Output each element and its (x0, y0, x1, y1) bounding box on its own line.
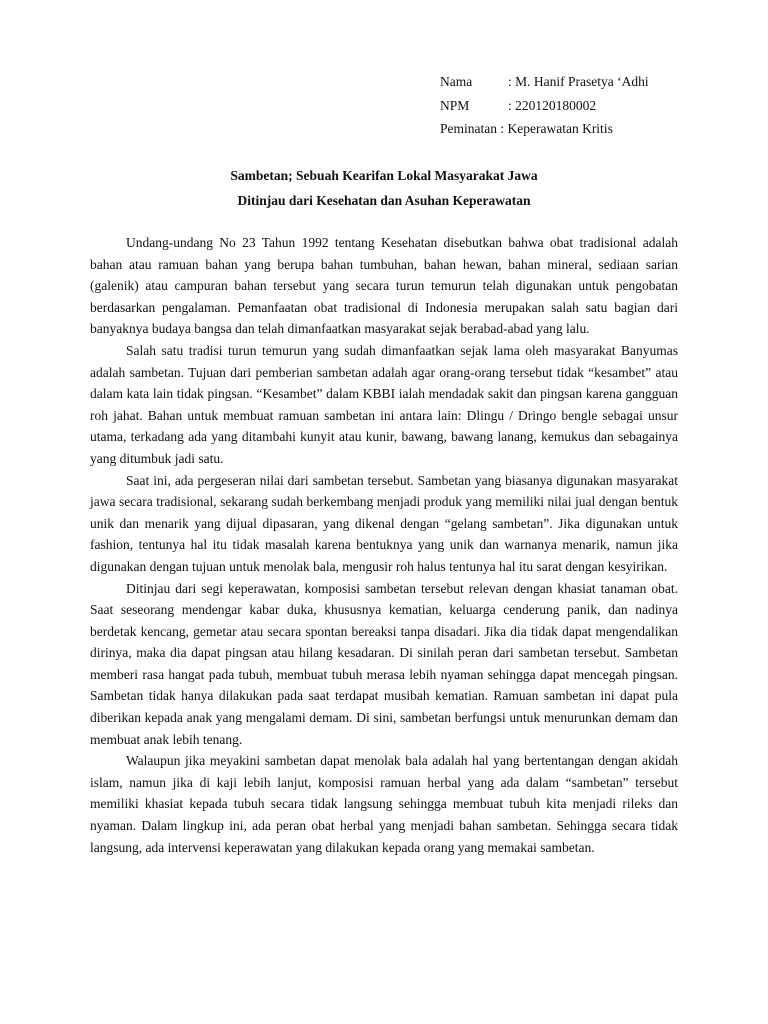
paragraph-2: Salah satu tradisi turun temurun yang sudah dimanfaatkan sejak lama oleh masyarakat Banyumas adalah sambetan. Tujuan dari pemberian sambetan adalah agar orang-orang tersebut tidak “kesambet” atau dalam kata lain tidak pingsan. “Kesambet” dalam KBBI ialah mendadak sakit dan pingsan karena gangguan roh jahat. Bahan untuk membuat ramuan sambetan ini antara lain: Dlingu / Dringo bengle sebagai unsur utama, terkadang ada yang ditambahi kunyit atau kunir, bawang, bawang lanang, kemukus dan sebagainya yang ditumbuk jadi satu. (90, 342, 678, 466)
document-title (90, 163, 678, 213)
title-line-2: Ditinjau dari Kesehatan dan Asuhan Keperawatan (237, 193, 531, 208)
specialization-row (440, 117, 649, 141)
name-row (440, 70, 649, 94)
npm-row (440, 94, 649, 118)
paragraph-3: Saat ini, ada pergeseran nilai dari sambetan tersebut. Sambetan yang biasanya digunakan masyarakat jawa secara tradisional, sekarang sudah berkembang menjadi produk yang memiliki nilai jual dengan bentuk unik dan menarik yang dijual dipasaran, yang dikenal dengan “gelang sambetan”. Jika digunakan untuk fashion, tentunya hal itu tidak masalah karena bentuknya yang unik dan warnanya menarik, namun jika digunakan dengan tujuan untuk menolak bala, mengusir roh halus tentunya hal itu sarat dengan kesyirikan. (90, 472, 678, 574)
author-info (440, 70, 649, 141)
paragraph-4: Ditinjau dari segi keperawatan, komposisi sambetan tersebut relevan dengan khasiat tanaman obat. Saat seseorang mendengar kabar duka, khususnya kematian, keluarga cenderung panik, dan nadinya berdetak kencang, gemetar atau secara spontan bereaksi tanpa disadari. Jika dia tidak dapat mengendalikan dirinya, maka dia dapat pingsan atau hilang kesadaran. Di sinilah peran dari sambetan tersebut. Sambetan memberi rasa hangat pada tubuh, membuat tubuh merasa lebih nyaman sehingga dapat mencegah pingsan. Sambetan tidak hanya dilakukan pada saat terdapat musibah kematian. Ramuan sambetan ini dapat pula diberikan kepada anak yang mengalami demam. Di sini, sambetan berfungsi untuk menurunkan demam dan membuat anak lebih tenang. (90, 580, 678, 747)
paragraph-1: Undang-undang No 23 Tahun 1992 tentang Kesehatan disebutkan bahwa obat tradisional adalah bahan atau ramuan bahan yang berupa bahan tumbuhan, bahan hewan, bahan mineral, sediaan sarian (galenik) atau campuran bahan tersebut yang secara turun temurun telah digunakan untuk pengobatan berdasarkan pengalaman. Pemanfaatan obat tradisional di Indonesia merupakan salah satu bagian dari banyaknya budaya bangsa dan telah dimanfaatkan masyarakat sejak berabad-abad yang lalu. (90, 235, 678, 337)
document-body (90, 232, 678, 858)
name-label: Nama (440, 74, 473, 89)
name-value: : M. Hanif Prasetya ‘Adhi (508, 74, 649, 89)
specialization-text: Peminatan : Keperawatan Kritis (440, 121, 613, 136)
npm-label: NPM (440, 97, 470, 113)
npm-value: : 220120180002 (508, 97, 597, 113)
title-line-1: Sambetan; Sebuah Kearifan Lokal Masyarakat Jawa (230, 168, 538, 183)
paragraph-5: Walaupun jika meyakini sambetan dapat menolak bala adalah hal yang bertentangan dengan akidah islam, namun jika di kaji lebih lanjut, komposisi ramuan herbal yang ada dalam “sambetan” tersebut memiliki khasiat kepada tubuh secara tidak langsung sehingga membuat tubuh kita menjadi rileks dan nyaman. Dalam lingkup ini, ada peran obat herbal yang menjadi bahan sambetan. Sehingga secara tidak langsung, ada intervensi keperawatan yang dilakukan kepada orang yang memakai sambetan. (90, 753, 678, 855)
